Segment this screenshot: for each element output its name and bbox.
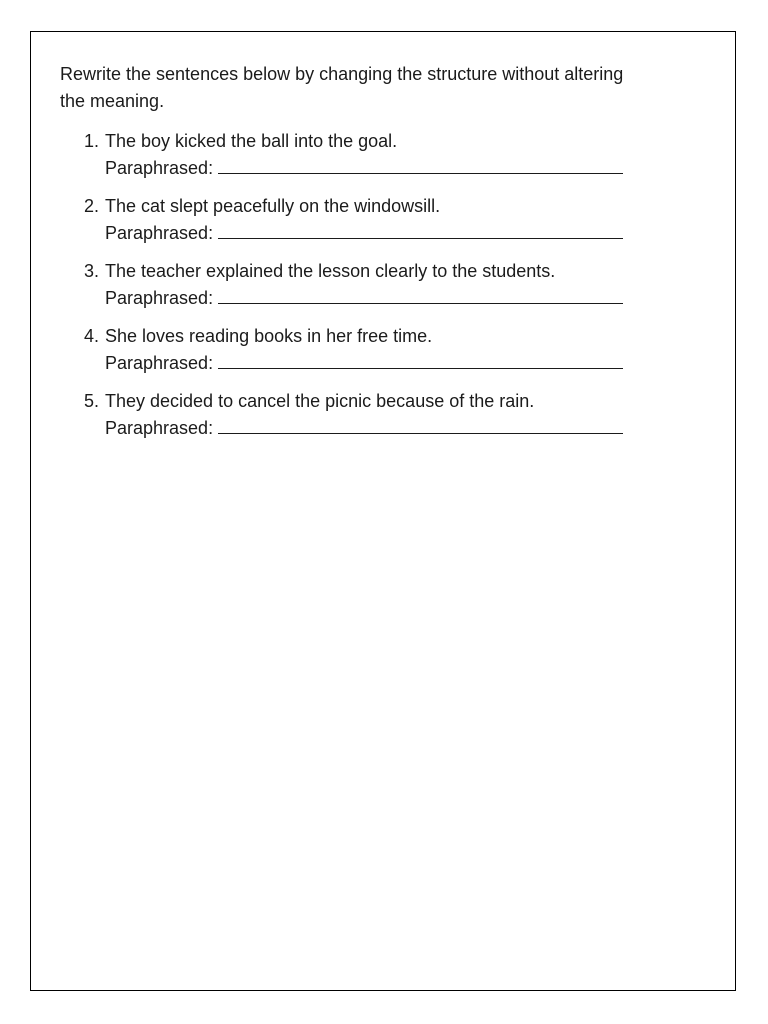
original-sentence: The teacher explained the lesson clearly to the students.: [105, 261, 556, 281]
answer-row: [105, 220, 644, 247]
item-number: 5.: [84, 391, 100, 411]
exercise-list: [84, 128, 644, 453]
answer-blank-line[interactable]: [218, 416, 623, 434]
paraphrased-label: Paraphrased:: [105, 418, 214, 438]
exercise-item-2: [84, 193, 644, 247]
paraphrased-label: Paraphrased:: [105, 288, 214, 308]
answer-blank-line[interactable]: [218, 221, 623, 239]
paraphrased-label: Paraphrased:: [105, 353, 214, 373]
item-number: 1.: [84, 131, 100, 151]
original-sentence: She loves reading books in her free time.: [105, 326, 433, 346]
original-sentence: The boy kicked the ball into the goal.: [105, 131, 398, 151]
answer-blank-line[interactable]: [218, 286, 623, 304]
exercise-item-4: [84, 323, 644, 377]
paraphrased-label: Paraphrased:: [105, 158, 214, 178]
original-sentence: They decided to cancel the picnic because of the rain.: [105, 391, 535, 411]
original-sentence: The cat slept peacefully on the windowsill.: [105, 196, 441, 216]
answer-row: [105, 285, 644, 312]
answer-row: [105, 155, 644, 182]
answer-blank-line[interactable]: [218, 156, 623, 174]
exercise-item-3: [84, 258, 644, 312]
answer-row: [105, 415, 644, 442]
answer-blank-line[interactable]: [218, 351, 623, 369]
paraphrased-label: Paraphrased:: [105, 223, 214, 243]
item-number: 3.: [84, 261, 100, 281]
worksheet-instructions: Rewrite the sentences below by changing the structure without altering the meaning.: [60, 64, 624, 111]
item-number: 4.: [84, 326, 100, 346]
item-number: 2.: [84, 196, 100, 216]
exercise-item-1: [84, 128, 644, 182]
exercise-item-5: [84, 388, 644, 442]
answer-row: [105, 350, 644, 377]
